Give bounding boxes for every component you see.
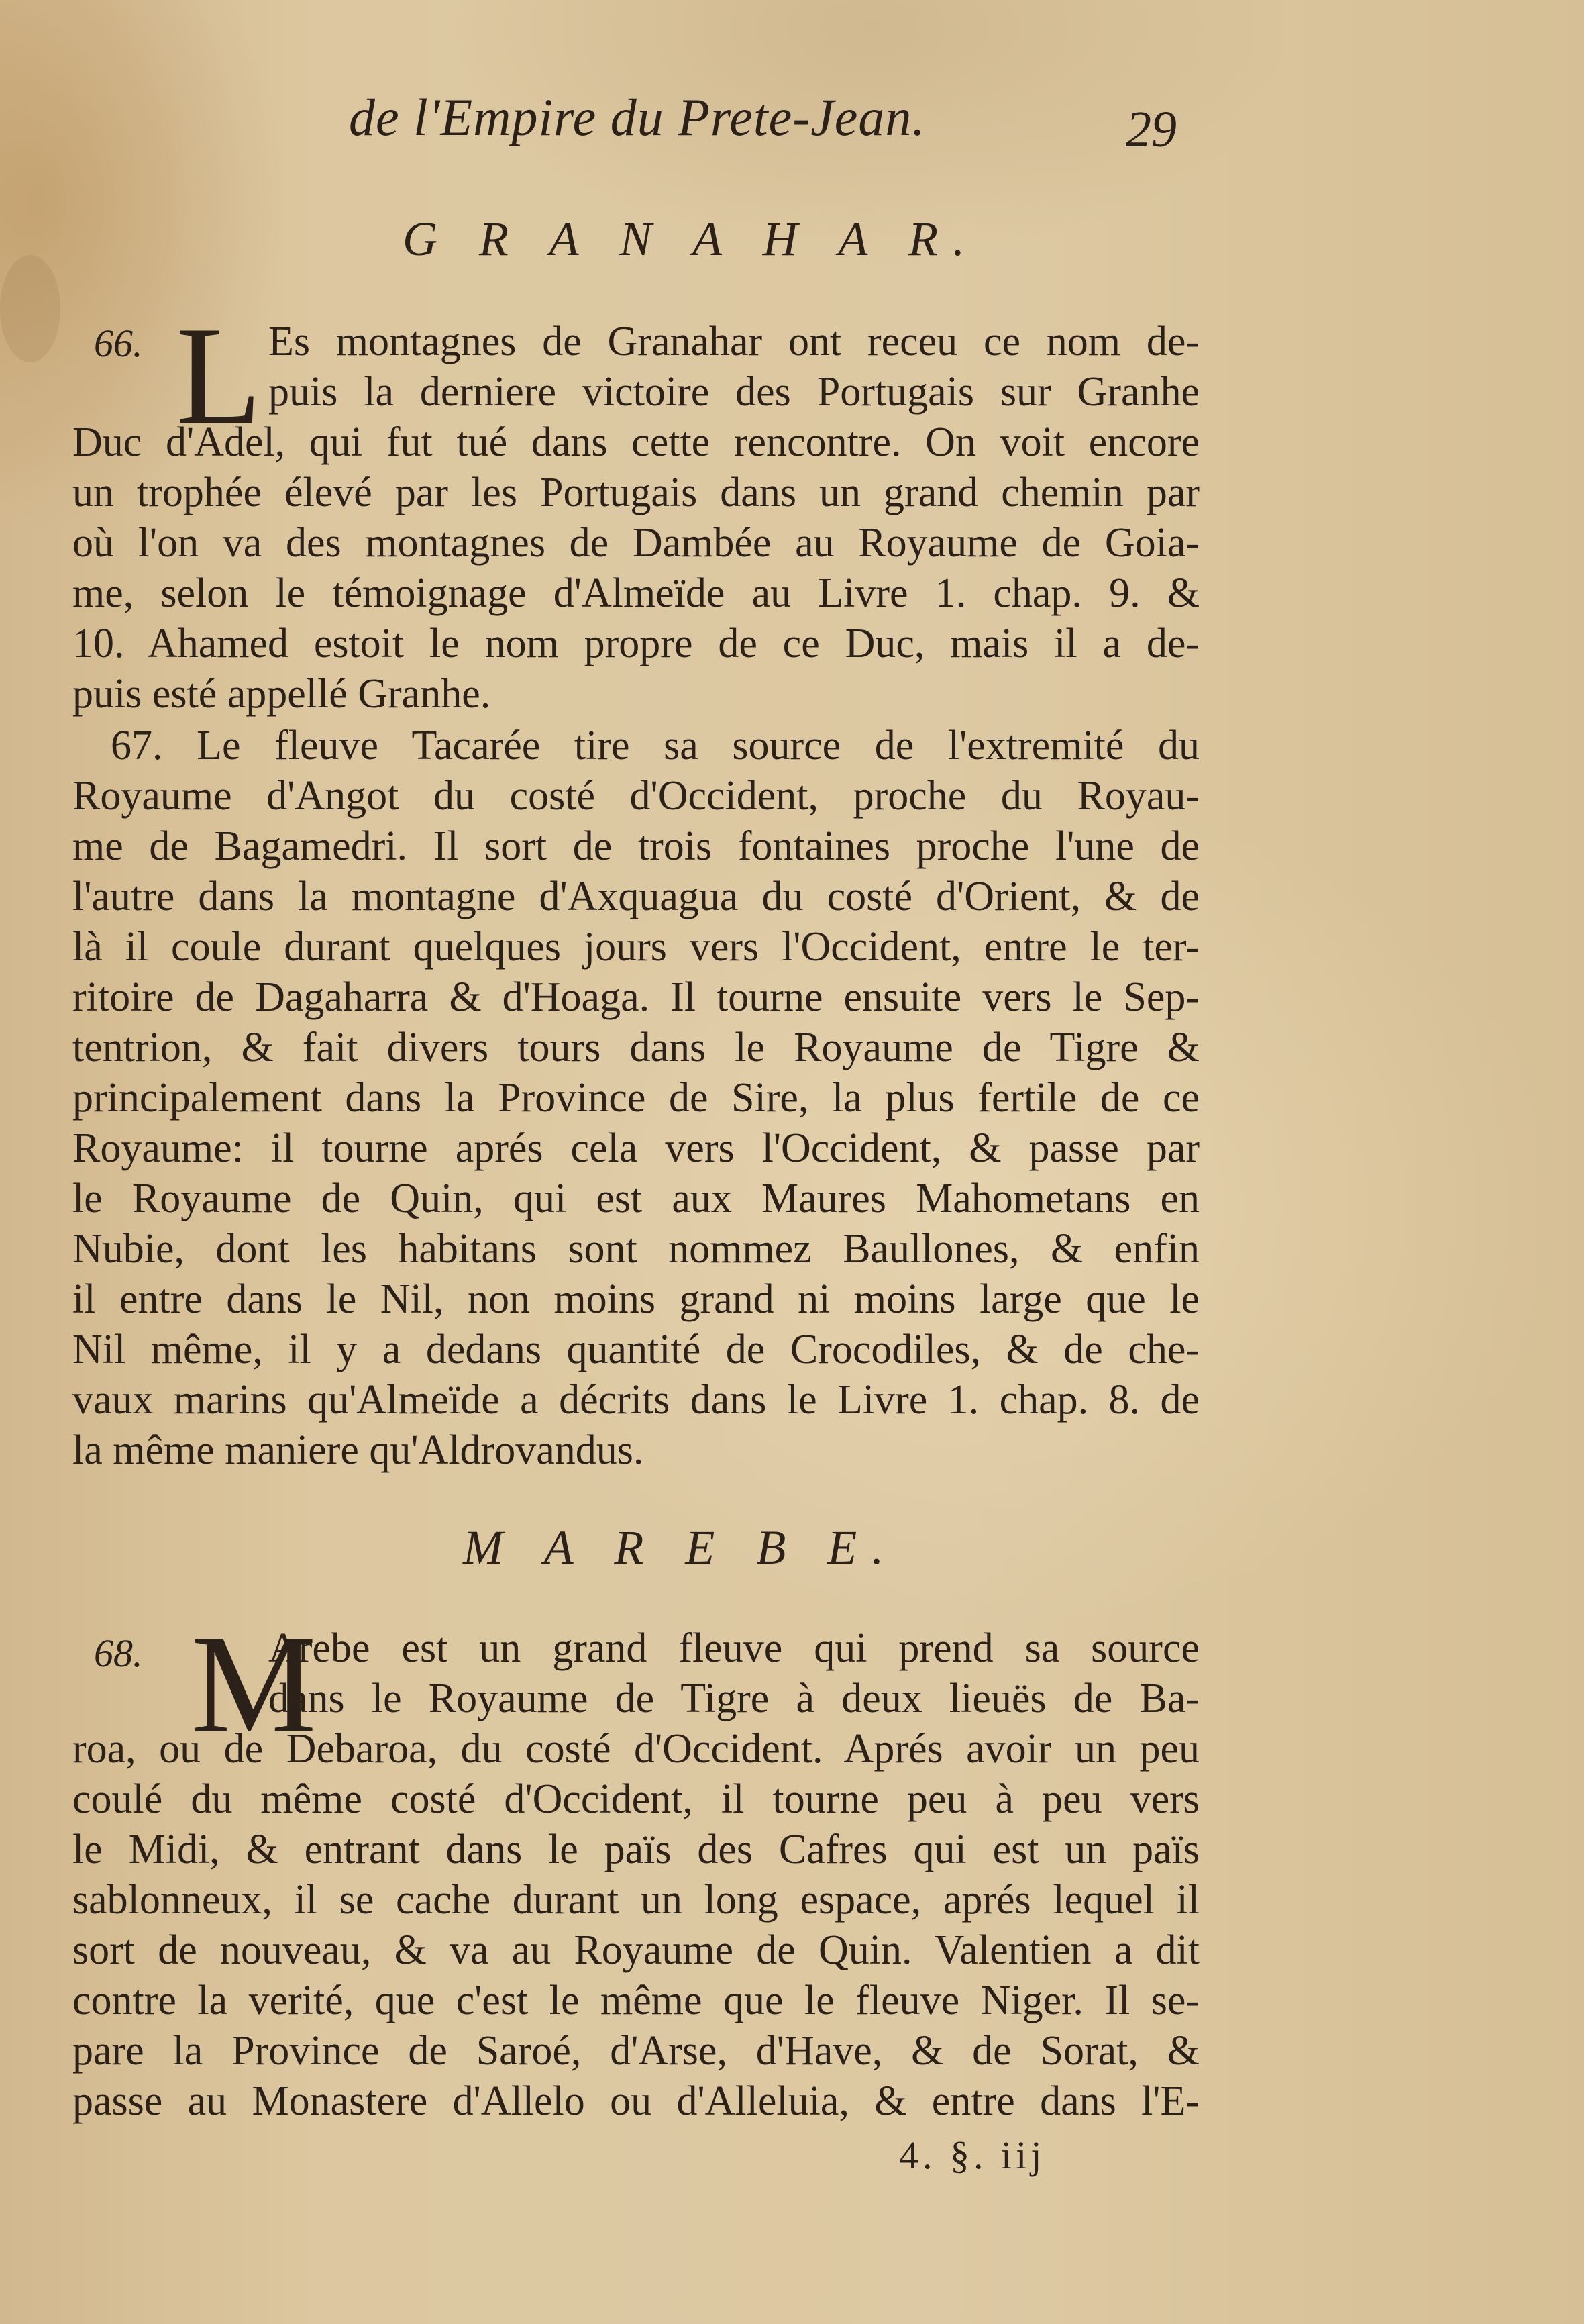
text-line: tentrion, & fait divers tours dans le Royaume de Tigre &: [72, 1025, 1200, 1070]
text-line: contre la verité, que c'est le même que le fleuve Niger. Il se-: [72, 1978, 1200, 2023]
text-line: passe au Monastere d'Allelo ou d'Alleluia, & entre dans l'E-: [72, 2078, 1200, 2124]
page-number: 29: [1126, 101, 1177, 158]
text-line: me de Bagamedri. Il sort de trois fontaines proche l'une de: [72, 823, 1200, 869]
text-line: Nubie, dont les habitans sont nommez Baullones, & enfin: [72, 1226, 1200, 1272]
text-line: puis esté appellé Granhe.: [72, 671, 491, 717]
text-line: puis la derniere victoire des Portugais sur Granhe: [268, 369, 1200, 415]
section-heading-marebe: M A R E B E.: [463, 1521, 899, 1574]
text-line: Es montagnes de Granahar ont receu ce nom de-: [268, 319, 1200, 364]
text-line: Duc d'Adel, qui fut tué dans cette rencontre. On voit encore: [72, 419, 1200, 465]
text-line: Royaume d'Angot du costé d'Occident, proche du Royau-: [72, 773, 1200, 819]
text-line: 10. Ahamed estoit le nom propre de ce Duc, mais il a de-: [72, 621, 1200, 666]
text-line: dans le Royaume de Tigre à deux lieuës de Ba-: [268, 1676, 1200, 1721]
drop-cap: M: [191, 1607, 317, 1762]
text-line: l'autre dans la montagne d'Axquagua du costé d'Orient, & de: [72, 874, 1200, 919]
text-line: là il coule durant quelques jours vers l'Occident, entre le ter-: [72, 924, 1200, 970]
section-heading-granahar: G R A N A H A R.: [403, 212, 980, 266]
text-line: Royaume: il tourne aprés cela vers l'Occident, & passe par: [72, 1125, 1200, 1171]
text-line: me, selon le témoignage d'Almeïde au Livre 1. chap. 9. &: [72, 570, 1200, 616]
text-line: principalement dans la Province de Sire, la plus fertile de ce: [72, 1075, 1200, 1121]
text-line: ritoire de Dagaharra & d'Hoaga. Il tourne ensuite vers le Sep-: [72, 974, 1200, 1020]
text-line: vaux marins qu'Almeïde a décrits dans le Livre 1. chap. 8. de: [72, 1377, 1200, 1423]
text-line: un trophée élevé par les Portugais dans un grand chemin par: [72, 470, 1200, 515]
text-line: la même maniere qu'Aldrovandus.: [72, 1427, 644, 1473]
stain: [0, 255, 60, 362]
text-line: sablonneux, il se cache durant un long espace, aprés lequel il: [72, 1877, 1200, 1923]
text-line: le Midi, & entrant dans le païs des Cafres qui est un païs: [72, 1827, 1200, 1872]
running-header: de l'Empire du Prete-Jean.: [349, 88, 926, 146]
text-line: il entre dans le Nil, non moins grand ni moins large que le: [72, 1276, 1200, 1322]
paragraph-number: 66.: [94, 321, 143, 365]
text-line: pare la Province de Saroé, d'Arse, d'Have, & de Sorat, &: [72, 2028, 1200, 2074]
text-line: sort de nouveau, & va au Royaume de Quin. Valentien a dit: [72, 1927, 1200, 1973]
text-line: où l'on va des montagnes de Dambée au Royaume de Goia-: [72, 520, 1200, 566]
signature-mark: 4. §. iij: [899, 2133, 1046, 2177]
text-line: 67. Le fleuve Tacarée tire sa source de l'extremité du: [111, 723, 1200, 768]
paragraph-number: 68.: [94, 1631, 143, 1675]
drop-cap: L: [176, 298, 262, 454]
text-line: Nil même, il y a dedans quantité de Crocodiles, & de che-: [72, 1327, 1200, 1372]
text-line: le Royaume de Quin, qui est aux Maures Mahometans en: [72, 1176, 1200, 1221]
text-line: roa, ou de Debaroa, du costé d'Occident. Aprés avoir un peu: [72, 1726, 1200, 1772]
text-line: coulé du même costé d'Occident, il tourne peu à peu vers: [72, 1776, 1200, 1822]
text-line: Arebe est un grand fleuve qui prend sa source: [268, 1625, 1200, 1671]
